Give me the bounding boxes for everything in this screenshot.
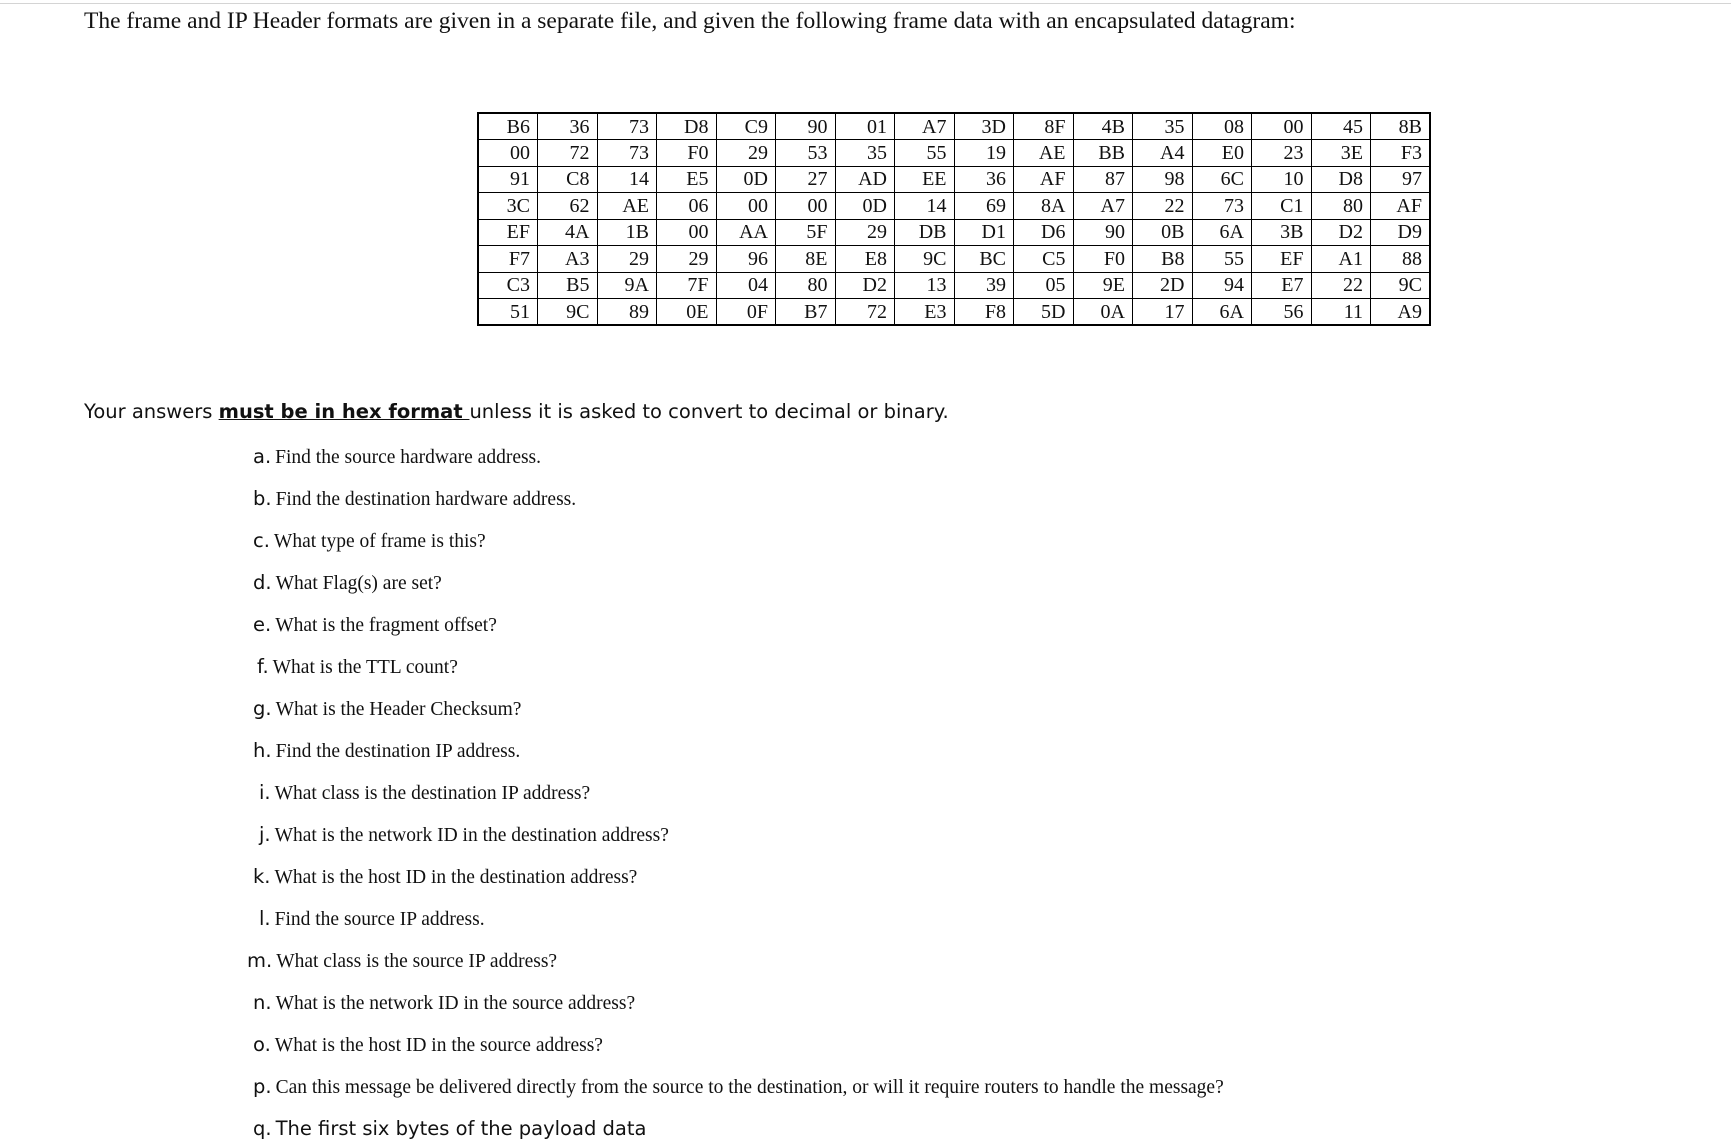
frame-byte-cell: 35 — [1133, 113, 1193, 140]
frame-byte-cell: 0F — [716, 299, 776, 326]
frame-byte-cell: 13 — [895, 272, 955, 299]
question-letter: l. — [259, 907, 271, 930]
frame-byte-cell: A3 — [538, 246, 598, 273]
question-letter: d. — [253, 571, 272, 594]
frame-byte-cell: B7 — [776, 299, 836, 326]
question-l — [259, 907, 485, 931]
question-letter: i. — [259, 781, 271, 804]
frame-byte-cell: 00 — [1252, 113, 1312, 140]
frame-byte-cell: 7F — [657, 272, 717, 299]
question-a — [253, 445, 541, 469]
frame-byte-cell: 0E — [657, 299, 717, 326]
question-letter: o. — [253, 1033, 271, 1056]
note-prefix: Your answers — [84, 400, 219, 423]
question-text: The first six bytes of the payload data — [275, 1117, 647, 1140]
frame-byte-cell: A9 — [1371, 299, 1431, 326]
frame-byte-cell: E7 — [1252, 272, 1312, 299]
frame-byte-cell: 94 — [1192, 272, 1252, 299]
frame-byte-cell: 87 — [1073, 166, 1133, 193]
question-letter: p. — [253, 1075, 272, 1098]
frame-byte-cell: 27 — [776, 166, 836, 193]
frame-byte-cell: A7 — [1073, 193, 1133, 220]
frame-byte-cell: 4A — [538, 219, 598, 246]
frame-byte-cell: A4 — [1133, 140, 1193, 167]
frame-byte-cell: 9E — [1073, 272, 1133, 299]
frame-byte-cell: 8E — [776, 246, 836, 273]
frame-byte-cell: AE — [1014, 140, 1074, 167]
question-text: What is the host ID in the destination address? — [274, 867, 638, 888]
question-letter: m. — [247, 949, 273, 972]
frame-byte-cell: 29 — [597, 246, 657, 273]
frame-byte-cell: 96 — [716, 246, 776, 273]
frame-byte-cell: 56 — [1252, 299, 1312, 326]
frame-byte-cell: 9A — [597, 272, 657, 299]
frame-byte-cell: 29 — [657, 246, 717, 273]
frame-byte-cell: 22 — [1311, 272, 1371, 299]
frame-byte-cell: 90 — [776, 113, 836, 140]
question-o — [253, 1033, 603, 1057]
frame-byte-cell: D6 — [1014, 219, 1074, 246]
question-m — [247, 949, 557, 973]
frame-byte-cell: 0D — [716, 166, 776, 193]
question-g — [253, 697, 521, 721]
frame-byte-cell: 90 — [1073, 219, 1133, 246]
question-text: What is the fragment offset? — [275, 615, 497, 636]
question-letter: h. — [253, 739, 272, 762]
frame-byte-cell: 1B — [597, 219, 657, 246]
question-text: Find the destination hardware address. — [275, 489, 577, 510]
note-suffix: unless it is asked to convert to decimal or binary. — [469, 400, 949, 423]
frame-byte-cell: 08 — [1192, 113, 1252, 140]
frame-byte-cell: BC — [954, 246, 1014, 273]
frame-byte-cell: 9C — [1371, 272, 1431, 299]
frame-byte-cell: 80 — [1311, 193, 1371, 220]
frame-byte-cell: C3 — [478, 272, 538, 299]
frame-byte-cell: 22 — [1133, 193, 1193, 220]
frame-byte-cell: 14 — [895, 193, 955, 220]
question-letter: k. — [253, 865, 271, 888]
frame-byte-cell: 8B — [1371, 113, 1431, 140]
question-q — [253, 1117, 646, 1140]
frame-byte-cell: B8 — [1133, 246, 1193, 273]
frame-byte-cell: D1 — [954, 219, 1014, 246]
frame-byte-cell: E8 — [835, 246, 895, 273]
frame-byte-cell: AA — [716, 219, 776, 246]
frame-byte-cell: 72 — [538, 140, 598, 167]
frame-byte-cell: 00 — [657, 219, 717, 246]
frame-byte-cell: 97 — [1371, 166, 1431, 193]
question-e — [253, 613, 497, 637]
frame-byte-cell: 36 — [538, 113, 598, 140]
frame-byte-cell: 45 — [1311, 113, 1371, 140]
frame-byte-cell: C1 — [1252, 193, 1312, 220]
frame-byte-cell: 72 — [835, 299, 895, 326]
question-letter: n. — [253, 991, 272, 1014]
frame-byte-cell: 35 — [835, 140, 895, 167]
frame-byte-cell: D8 — [657, 113, 717, 140]
frame-byte-cell: 36 — [954, 166, 1014, 193]
frame-byte-cell: EF — [478, 219, 538, 246]
frame-byte-cell: BB — [1073, 140, 1133, 167]
frame-byte-cell: A1 — [1311, 246, 1371, 273]
question-text: Can this message be delivered directly from the source to the destination, or will it require routers to handle the message? — [275, 1077, 1224, 1098]
question-h — [253, 739, 520, 763]
intro-text: The frame and IP Header formats are given in a separate file, and given the following frame data with an encapsulated datagram: — [84, 8, 1296, 34]
question-letter: b. — [253, 487, 272, 510]
frame-byte-cell: 14 — [597, 166, 657, 193]
frame-byte-cell: 3D — [954, 113, 1014, 140]
frame-byte-cell: F8 — [954, 299, 1014, 326]
question-c — [253, 529, 486, 553]
question-text: What class is the source IP address? — [276, 951, 558, 972]
question-text: Find the source hardware address. — [275, 447, 542, 468]
frame-byte-cell: 62 — [538, 193, 598, 220]
question-text: What Flag(s) are set? — [275, 573, 442, 594]
question-text: Find the source IP address. — [274, 909, 485, 930]
frame-byte-cell: 0D — [835, 193, 895, 220]
frame-byte-cell: 98 — [1133, 166, 1193, 193]
frame-byte-cell: D2 — [1311, 219, 1371, 246]
question-text: What class is the destination IP address? — [274, 783, 591, 804]
frame-byte-cell: 51 — [478, 299, 538, 326]
frame-byte-cell: 80 — [776, 272, 836, 299]
frame-byte-cell: EF — [1252, 246, 1312, 273]
frame-byte-cell: 04 — [716, 272, 776, 299]
frame-byte-cell: 6C — [1192, 166, 1252, 193]
frame-byte-cell: 29 — [716, 140, 776, 167]
frame-byte-cell: C8 — [538, 166, 598, 193]
frame-byte-cell: AD — [835, 166, 895, 193]
frame-byte-cell: 3E — [1311, 140, 1371, 167]
frame-byte-cell: C5 — [1014, 246, 1074, 273]
question-letter: g. — [253, 697, 272, 720]
frame-byte-cell: 00 — [776, 193, 836, 220]
frame-byte-cell: 73 — [597, 113, 657, 140]
frame-byte-cell: 6A — [1192, 219, 1252, 246]
frame-byte-cell: 3C — [478, 193, 538, 220]
frame-byte-cell: 01 — [835, 113, 895, 140]
frame-byte-cell: 0B — [1133, 219, 1193, 246]
question-text: What is the Header Checksum? — [275, 699, 522, 720]
frame-byte-cell: 8A — [1014, 193, 1074, 220]
frame-byte-cell: A7 — [895, 113, 955, 140]
question-n — [253, 991, 635, 1015]
question-k — [253, 865, 637, 889]
frame-byte-cell: B5 — [538, 272, 598, 299]
frame-byte-cell: F7 — [478, 246, 538, 273]
frame-byte-cell: 9C — [538, 299, 598, 326]
question-letter: q. — [253, 1117, 272, 1140]
frame-byte-cell: 00 — [478, 140, 538, 167]
question-letter: a. — [253, 445, 272, 468]
frame-byte-cell: 69 — [954, 193, 1014, 220]
frame-byte-cell: 23 — [1252, 140, 1312, 167]
frame-byte-cell: 10 — [1252, 166, 1312, 193]
question-text: Find the destination IP address. — [275, 741, 521, 762]
frame-byte-cell: 73 — [597, 140, 657, 167]
question-j — [259, 823, 669, 847]
frame-byte-cell: 17 — [1133, 299, 1193, 326]
frame-byte-cell: AF — [1014, 166, 1074, 193]
frame-byte-cell: 3B — [1252, 219, 1312, 246]
frame-byte-cell: D8 — [1311, 166, 1371, 193]
frame-byte-cell: E3 — [895, 299, 955, 326]
frame-byte-cell: 0A — [1073, 299, 1133, 326]
question-p — [253, 1075, 1224, 1099]
frame-byte-cell: 29 — [835, 219, 895, 246]
frame-byte-cell: EE — [895, 166, 955, 193]
frame-byte-cell: C9 — [716, 113, 776, 140]
frame-byte-cell: 6A — [1192, 299, 1252, 326]
question-letter: e. — [253, 613, 272, 636]
question-d — [253, 571, 442, 595]
frame-byte-cell: B6 — [478, 113, 538, 140]
question-letter: c. — [253, 529, 270, 552]
frame-byte-cell: 55 — [1192, 246, 1252, 273]
question-text: What is the host ID in the source address? — [274, 1035, 603, 1056]
frame-byte-cell: 06 — [657, 193, 717, 220]
frame-byte-cell: DB — [895, 219, 955, 246]
frame-byte-cell: 00 — [716, 193, 776, 220]
frame-byte-cell: E0 — [1192, 140, 1252, 167]
question-letter: j. — [259, 823, 271, 846]
frame-byte-cell: E5 — [657, 166, 717, 193]
frame-byte-cell: 8F — [1014, 113, 1074, 140]
frame-byte-cell: 91 — [478, 166, 538, 193]
frame-byte-cell: D2 — [835, 272, 895, 299]
frame-byte-cell: 19 — [954, 140, 1014, 167]
frame-byte-cell: 89 — [597, 299, 657, 326]
frame-byte-cell: 4B — [1073, 113, 1133, 140]
question-b — [253, 487, 576, 511]
frame-byte-cell: F3 — [1371, 140, 1431, 167]
frame-byte-cell: 53 — [776, 140, 836, 167]
question-f — [257, 655, 458, 679]
frame-byte-cell: 39 — [954, 272, 1014, 299]
question-text: What is the network ID in the source address? — [275, 993, 636, 1014]
frame-byte-cell: AF — [1371, 193, 1431, 220]
frame-byte-cell: 55 — [895, 140, 955, 167]
frame-byte-cell: 05 — [1014, 272, 1074, 299]
frame-byte-cell: 88 — [1371, 246, 1431, 273]
note-emphasis: must be in hex format — [218, 400, 470, 423]
frame-byte-cell: D9 — [1371, 219, 1431, 246]
frame-byte-cell: 5D — [1014, 299, 1074, 326]
frame-byte-cell: AE — [597, 193, 657, 220]
frame-byte-cell: 11 — [1311, 299, 1371, 326]
question-letter: f. — [257, 655, 269, 678]
question-text: What type of frame is this? — [273, 531, 486, 552]
frame-byte-cell: 73 — [1192, 193, 1252, 220]
frame-byte-cell: 2D — [1133, 272, 1193, 299]
question-i — [259, 781, 590, 805]
frame-byte-cell: 5F — [776, 219, 836, 246]
frame-byte-cell: 9C — [895, 246, 955, 273]
question-text: What is the TTL count? — [272, 657, 458, 678]
question-text: What is the network ID in the destination address? — [274, 825, 669, 846]
frame-byte-cell: F0 — [657, 140, 717, 167]
frame-byte-cell: F0 — [1073, 246, 1133, 273]
